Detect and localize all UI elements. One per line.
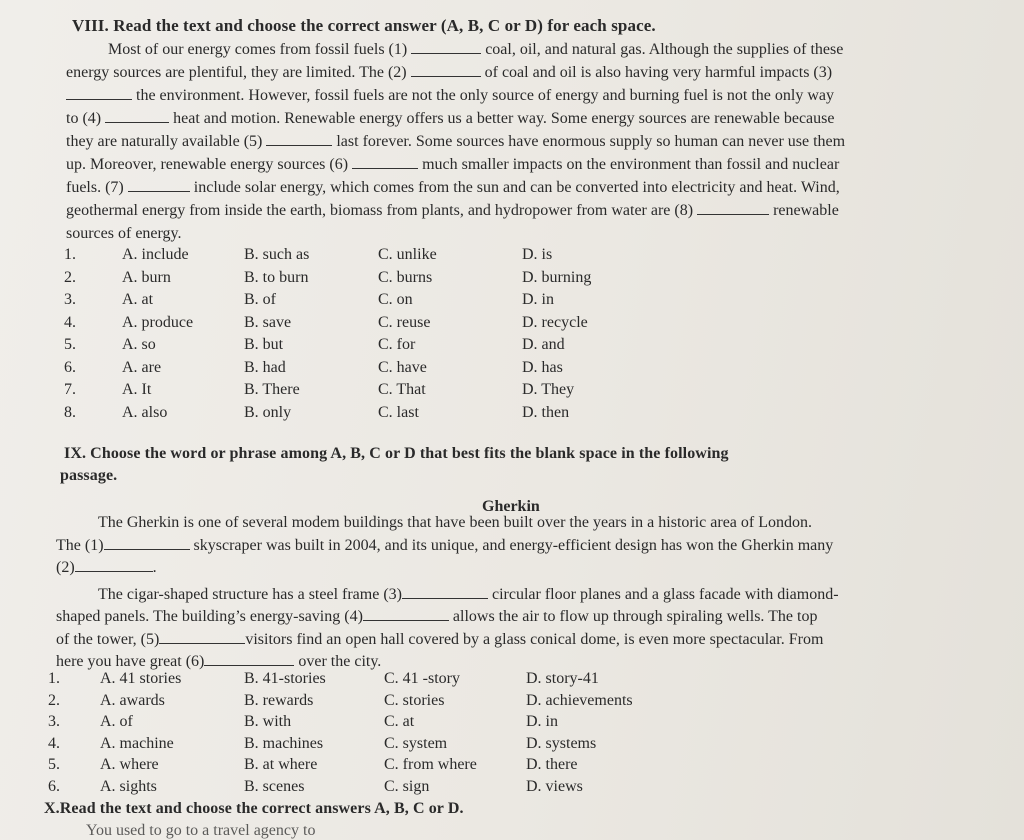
passage-text: fuels. (7) [66,179,124,196]
option-a[interactable]: A. sights [100,778,157,795]
passage-line [66,84,1006,107]
question-number: 4. [64,313,76,331]
passage-line [56,651,986,674]
passage-line [56,557,986,580]
passage-text: to (4) [66,110,102,127]
passage-line [66,153,1006,176]
passage-line [66,61,1006,84]
option-b[interactable]: B. to burn [244,268,309,286]
question-number: 2. [64,268,76,286]
section-9-heading-cont: passage. [60,467,118,484]
passage-text: renewable [773,202,839,219]
question-number: 7. [64,381,76,398]
option-a[interactable]: A. 41 stories [100,670,182,687]
option-c[interactable]: C. That [378,381,426,398]
option-d[interactable]: D. views [526,778,583,795]
passage-text: circular floor planes and a glass facade with diamond- [491,585,839,603]
passage-text: energy sources are plentiful, they are limited. The (2) [66,64,407,81]
answer-blank[interactable] [105,108,169,123]
passage-text: over the city. [298,653,382,670]
option-c[interactable]: C. from where [384,756,477,774]
option-c[interactable]: C. system [384,734,448,752]
option-d[interactable]: D. is [522,246,553,263]
option-b[interactable]: B. machines [244,734,324,752]
passage-line [66,107,1006,130]
option-b[interactable]: B. save [244,313,292,331]
passage-line [56,535,986,558]
option-a[interactable]: A. at [122,291,154,308]
answer-blank[interactable] [266,131,332,146]
option-b[interactable]: B. scenes [244,778,305,795]
option-a[interactable]: A. machine [100,734,174,752]
option-a[interactable]: A. where [100,756,159,774]
option-c[interactable]: C. for [378,336,416,353]
option-c[interactable]: C. have [378,358,427,376]
passage-text: The cigar-shaped structure has a steel frame (3) [98,585,402,603]
question-number: 3. [48,713,60,731]
passage-text: allows the air to flow up through spiraling wells. The top [452,608,818,625]
passage-text: skyscraper was built in 2004, and its unique, and energy-efficient design has won the Gherkin many [193,536,834,554]
option-c[interactable]: C. last [378,403,419,421]
answer-blank[interactable] [204,651,294,666]
option-a[interactable]: A. awards [100,691,165,709]
cut-off-line: You used to go to a travel agency to [86,822,316,839]
answer-blank[interactable] [411,39,481,54]
option-b[interactable]: B. with [244,713,292,731]
section-9-passage [56,512,986,674]
option-d[interactable]: D. has [522,358,563,376]
option-c[interactable]: C. sign [384,778,430,795]
option-c[interactable]: C. burns [378,268,433,286]
option-d[interactable]: D. They [522,381,575,398]
passage-line [66,176,1006,199]
passage-line [56,629,986,652]
option-c[interactable]: C. on [378,291,413,308]
passage-text: visitors find an open hall covered by a glass conical dome, is even more spectacular. From [245,630,824,648]
option-b[interactable]: B. of [244,291,276,308]
answer-blank[interactable] [128,177,190,192]
answer-blank[interactable] [352,154,418,169]
passage-line [56,512,986,535]
question-number: 6. [48,778,60,795]
passage-text: here you have great (6) [56,653,205,670]
passage-text: of coal and oil is also having very harmful impacts (3) [484,64,833,81]
answer-blank[interactable] [104,535,190,550]
option-d[interactable]: D. in [522,291,554,308]
option-a[interactable]: A. burn [122,268,171,286]
answer-blank[interactable] [75,557,153,572]
passage-text: include solar energy, which comes from the sun and can be converted into electricity and heat. Wind, [193,179,840,196]
option-b[interactable]: B. at where [244,756,318,774]
option-a[interactable]: A. produce [122,313,194,331]
option-b[interactable]: B. 41-stories [244,670,326,687]
answer-blank[interactable] [697,200,769,215]
passage-text: . [152,559,157,576]
option-a[interactable]: A. of [100,713,133,731]
option-a[interactable]: A. so [122,336,156,353]
passage-text: shaped panels. The building’s energy-saving (4) [56,608,363,625]
option-b[interactable]: B. had [244,358,286,376]
passage-line: sources of energy. [66,225,182,242]
option-d[interactable]: D. and [522,336,565,353]
passage-text: much smaller impacts on the environment than fossil and nuclear [422,156,840,173]
option-c[interactable]: C. stories [384,691,445,709]
option-c[interactable]: C. at [384,713,415,731]
passage-text: up. Moreover, renewable energy sources (6) [66,156,349,173]
passage-text: geothermal energy from inside the earth, biomass from plants, and hydropower from water are (8) [66,202,694,219]
option-d[interactable]: D. achievements [526,691,633,709]
option-b[interactable]: B. There [244,381,300,398]
option-d[interactable]: D. systems [526,734,597,752]
passage-text: (2) [56,559,75,576]
option-a[interactable]: A. are [122,358,162,376]
option-d[interactable]: D. in [526,713,558,731]
passage-text: of the tower, (5) [56,630,160,648]
answer-blank[interactable] [411,62,481,77]
passage-line [66,38,1006,61]
passage-text: The Gherkin is one of several modem buildings that have been built over the years in a historic area of London. [98,514,813,531]
passage-title: Gherkin [482,498,540,515]
option-a[interactable]: A. It [122,381,152,398]
question-number: 1. [64,246,76,263]
option-d[interactable]: D. story-41 [526,670,599,687]
passage-line [66,130,1006,153]
section-8-passage [66,38,1006,245]
answer-blank[interactable] [363,606,449,621]
passage-text: coal, oil, and natural gas. Although the supplies of these [485,41,844,58]
section-10-heading: X.Read the text and choose the correct answers A, B, C or D. [44,800,464,817]
option-b[interactable]: B. such as [244,246,310,263]
passage-line [56,606,986,629]
option-b[interactable]: B. rewards [244,691,314,709]
passage-line [56,584,986,607]
answer-blank[interactable] [159,629,245,644]
option-a[interactable]: A. also [122,403,168,421]
question-number: 4. [48,734,60,752]
option-a[interactable]: A. include [122,246,189,263]
passage-text: the environment. However, fossil fuels are not the only source of energy and burning fuel is not the only way [136,87,834,104]
answer-blank[interactable] [66,85,132,100]
question-number: 5. [64,336,76,353]
passage-line [66,199,1006,222]
option-d[interactable]: D. there [526,756,578,774]
question-number: 6. [64,358,76,376]
option-c[interactable]: C. reuse [378,313,431,331]
question-number: 8. [64,403,76,421]
option-c[interactable]: C. 41 -story [384,670,460,687]
question-number: 3. [64,291,76,308]
passage-text: they are naturally available (5) [66,133,263,150]
passage-text: last forever. Some sources have enormous supply so human can never use them [336,133,846,150]
option-c[interactable]: C. unlike [378,246,437,263]
question-number: 1. [48,670,60,687]
question-number: 5. [48,756,60,774]
option-b[interactable]: B. only [244,403,292,421]
question-number: 2. [48,691,60,709]
passage-text: Most of our energy comes from fossil fuels (1) [108,41,408,58]
answer-blank[interactable] [402,584,488,599]
option-d[interactable]: D. then [522,403,570,421]
passage-text: The (1) [56,536,104,554]
passage-text: heat and motion. Renewable energy offers us a better way. Some energy sources are renewable because [173,110,835,127]
section-8-heading: VIII. Read the text and choose the correct answer (A, B, C or D) for each space. [72,16,656,35]
option-d[interactable]: D. recycle [522,313,588,331]
option-d[interactable]: D. burning [522,268,592,286]
option-b[interactable]: B. but [244,336,284,353]
section-9-heading: IX. Choose the word or phrase among A, B, C or D that best fits the blank space in the following [64,445,729,462]
